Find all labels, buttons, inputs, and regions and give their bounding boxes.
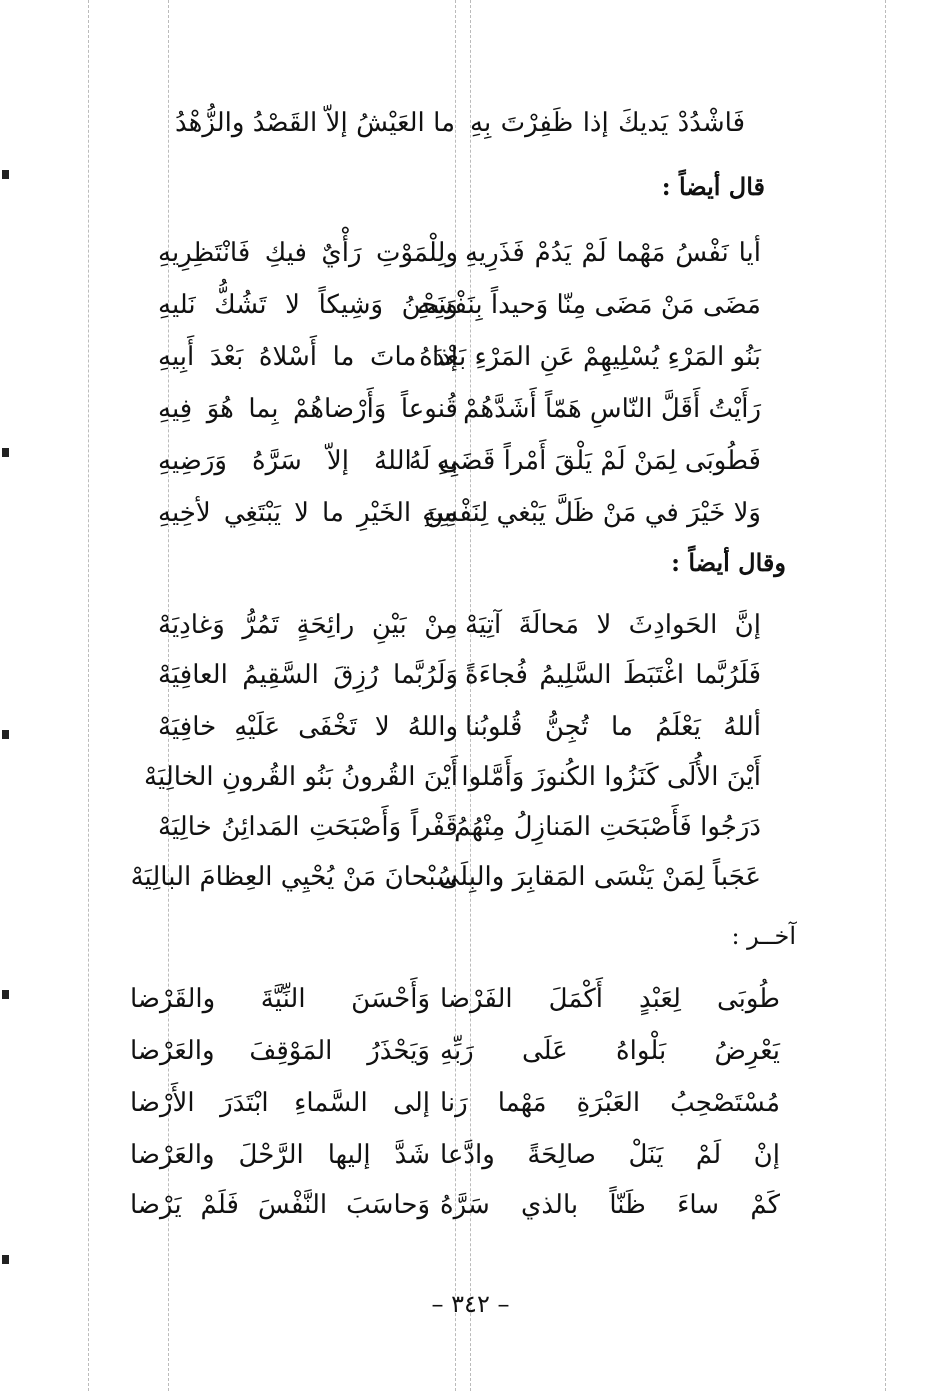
verse-left-hemistich: سُبْحانَ مَنْ يُحْيِي العِظامَ البالِيَهْ: [130, 862, 458, 892]
verse-right-hemistich: أيا نَفْسُ مَهْما لَمْ يَدُمْ فَذَرِيهِ: [465, 238, 761, 268]
verse-left-hemistich: وَأَحْسَنَ النِّيَّةَ والقَرْضا: [130, 984, 430, 1014]
verse-line: [0, 602, 941, 648]
verse-right-hemistich: يَعْرِضُ بَلْواهُ عَلَى رَبِّهِ: [440, 1036, 780, 1066]
verse-line: [0, 230, 941, 276]
section-heading: آخــر :: [731, 922, 796, 950]
verse-right-hemistich: أَيْنَ الأُلَى كَنَزُوا الكُنوزَ وَأَمَّلوا: [461, 762, 761, 792]
section-heading: قال أيضاً :: [661, 172, 765, 201]
verse-left-hemistich: مِنْ بَيْنِ رائِحَةٍ تَمُرُّ وَغادِيَهْ: [158, 610, 458, 640]
verse-left-hemistich: ما العَيْشُ إلاّ القَصْدُ والزُّهْدُ: [175, 108, 455, 138]
page-number: – ٣٤٢ –: [431, 1290, 510, 1318]
verse-right-hemistich: فَلَرُبَّما اغْتَبَطَ السَّلِيمُ فُجاءَةً: [465, 660, 761, 690]
verse-right-hemistich: وَلا خَيْرَ في مَنْ ظَلَّ يَبْغي لِنَفْسِهِ: [422, 498, 761, 528]
verse-right-hemistich: دَرَجُوا فَأَصْبَحَتِ المَنازِلُ مِنْهُمُ: [454, 812, 761, 842]
verse-line: [0, 704, 941, 750]
verse-line: [0, 438, 941, 484]
verse-line: [0, 386, 941, 432]
verse-left-hemistich: وَحاسَبَ النَّفْسَ فَلَمْ يَرْضا: [130, 1190, 430, 1220]
verse-right-hemistich: مَضَى مَنْ مَضَى مِنّا وَحيداً بِنَفْسِهِ: [417, 290, 761, 320]
verse-line: [0, 490, 941, 536]
verse-right-hemistich: فَاشْدُدْ يَديكَ إذا ظَفِرْتَ بِهِ: [470, 108, 745, 138]
intro-verse: [0, 100, 941, 146]
verse-right-hemistich: فَطُوبَى لِمَنْ لَمْ يَلْقَ أَمْراً قَضَى لَهُ: [408, 446, 761, 476]
section-heading: وقال أيضاً :: [671, 548, 786, 577]
binding-mark: [2, 170, 9, 179]
verse-right-hemistich: أللهُ يَعْلَمُ ما تُجِنُّ قُلوبُنا: [465, 712, 761, 742]
verse-right-hemistich: طُوبَى لِعَبْدٍ أَكْمَلَ الفَرْضا: [440, 984, 780, 1014]
verse-left-hemistich: مِنَ الخَيْرِ ما لا يَبْتَغِي لأخِيهِ: [158, 498, 458, 528]
verse-line: [0, 1182, 941, 1228]
verse-right-hemistich: بَنُو المَرْءِ يُسْلِيهِمْ عَنِ المَرْءِ بَعْدَهُ: [419, 342, 761, 372]
verse-left-hemistich: وَيَحْذَرُ المَوْقِفَ والعَرْضا: [130, 1036, 430, 1066]
verse-line: [0, 1132, 941, 1178]
verse-line: [0, 1028, 941, 1074]
verse-line: [0, 804, 941, 850]
verse-right-hemistich: كَمْ ساءَ ظَنّاً بالذي سَرَّهُ: [440, 1190, 780, 1220]
verse-right-hemistich: إنْ لَمْ يَنَلْ صالِحَةً وادَّعا: [440, 1140, 780, 1170]
verse-left-hemistich: بِهِ اللهُ إلاّ سَرَّهُ وَرَضِيهِ: [158, 446, 458, 476]
verse-left-hemistich: شَدَّ إليها الرَّحْلَ والعَرْضا: [130, 1140, 430, 1170]
verse-line: [0, 976, 941, 1022]
verse-left-hemistich: قُنوعاً وَأَرْضاهُمْ بِما هُوَ فِيهِ: [158, 394, 458, 424]
verse-line: [0, 854, 941, 900]
verse-right-hemistich: مُسْتَصْحِبُ العَبْرَةِ مَهْما رَنا: [440, 1088, 780, 1118]
verse-right-hemistich: عَجَباً لِمَنْ يَنْسَى المَقابِرَ والبِلَى: [438, 862, 761, 892]
verse-right-hemistich: رَأَيْتُ أَقَلَّ النّاسِ هَمّاً أَشَدَّهُمْ: [463, 394, 761, 424]
verse-right-hemistich: إنَّ الحَوادِثَ لا مَحالَةَ آتِيَهْ: [465, 610, 761, 640]
verse-line: [0, 652, 941, 698]
verse-left-hemistich: ولِلْمَوْتِ رَأْيٌ فيكِ فَانْتَظِرِيهِ: [158, 238, 458, 268]
binding-mark: [2, 1255, 9, 1264]
verse-left-hemistich: إلى السَّماءِ ابْتَدَرَ الأَرْضا: [130, 1088, 430, 1118]
verse-left-hemistich: وَنَحْنُ وَشِيكاً لا تَشُكُّ نَليهِ: [158, 290, 458, 320]
verse-left-hemistich: أَيْنَ القُرونُ بَنُو القُرونِ الخالِيَهْ: [144, 762, 458, 792]
verse-left-hemistich: وَلَرُبَّما رُزِقَ السَّقِيمُ العافِيَهْ: [158, 660, 458, 690]
verse-line: [0, 1080, 941, 1126]
verse-line: [0, 282, 941, 328]
verse-left-hemistich: قَفْراً وَأَصْبَحَتِ المَدائِنُ خالِيَهْ: [158, 812, 458, 842]
verse-left-hemistich: إذا ماتَ ما أَسْلاهُ بَعْدَ أَبِيهِ: [158, 342, 458, 372]
verse-line: [0, 334, 941, 380]
verse-left-hemistich: واللهُ لا تَخْفَى عَلَيْهِ خافِيَهْ: [158, 712, 458, 742]
verse-line: [0, 754, 941, 800]
